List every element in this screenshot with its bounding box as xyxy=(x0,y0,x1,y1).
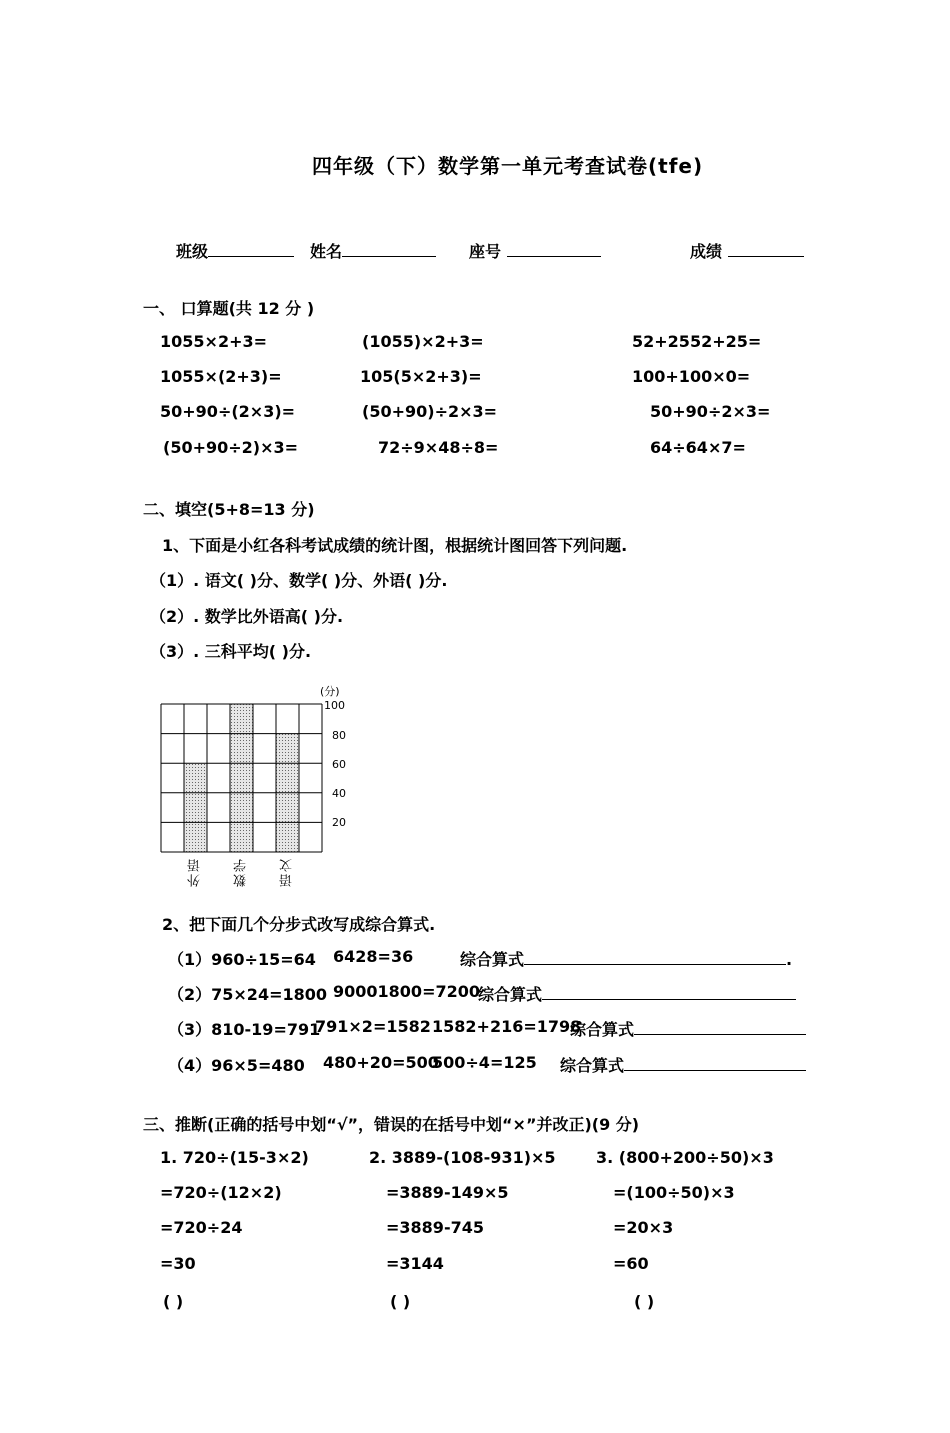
judge-line: =60 xyxy=(613,1254,649,1273)
calc-item: 105(5×2+3)= xyxy=(360,367,482,386)
score-field xyxy=(690,239,804,262)
judge-line: 1. 720÷(15-3×2) xyxy=(160,1148,309,1167)
seat-blank[interactable] xyxy=(507,242,601,257)
combined-label: 综合算式 xyxy=(570,1020,635,1039)
calc-item: 1055×(2+3)= xyxy=(160,367,282,386)
y-unit-label: (分) xyxy=(320,685,340,698)
seat-label: 座号 xyxy=(469,242,502,261)
question-2: 2、把下面几个分步式改写成综合算式. xyxy=(162,915,436,934)
combined-blank[interactable] xyxy=(542,985,796,1000)
calc-item: 100+100×0= xyxy=(632,367,751,386)
y-tick-label: 60 xyxy=(332,758,346,771)
x-category-label: 语文 xyxy=(280,857,295,887)
combined-blank[interactable] xyxy=(624,1056,806,1071)
bar-数学 xyxy=(230,704,253,852)
calc-item: (1055)×2+3= xyxy=(362,332,484,351)
judge-line: =3144 xyxy=(386,1254,444,1273)
judge-line: =720÷24 xyxy=(160,1218,243,1237)
judge-line: 3. (800+200÷50)×3 xyxy=(596,1148,774,1167)
calc-item: (50+90÷2)×3= xyxy=(163,438,299,457)
y-tick-label: 40 xyxy=(332,787,346,800)
judge-answer-bracket[interactable]: ( ) xyxy=(163,1292,184,1311)
step-item: （4）96×5=480 xyxy=(168,1056,305,1075)
calc-item: 50+90÷(2×3)= xyxy=(160,402,296,421)
bar-外语 xyxy=(184,763,207,852)
step-item: 500÷4=125 xyxy=(432,1053,537,1072)
judge-line: =30 xyxy=(160,1254,196,1273)
combined-field xyxy=(560,1053,806,1076)
calc-item: 52+2552+25= xyxy=(632,332,762,351)
question-1-2: （2）. 数学比外语高( )分. xyxy=(150,607,344,626)
name-blank[interactable] xyxy=(342,242,436,257)
judge-line: =3889-149×5 xyxy=(386,1183,509,1202)
section3-heading: 三、推断(正确的括号中划“√”，错误的在括号中划“×”并改正)(9 分) xyxy=(143,1115,640,1134)
step-item: （2）75×24=1800 xyxy=(168,985,328,1004)
judge-line: 2. 3889-(108-931)×5 xyxy=(369,1148,556,1167)
judge-line: =20×3 xyxy=(613,1218,674,1237)
combined-label: 综合算式 xyxy=(478,985,543,1004)
y-tick-label: 100 xyxy=(324,699,345,712)
x-category-label: 外语 xyxy=(188,857,203,887)
seat-field xyxy=(469,239,601,262)
calc-item: 64÷64×7= xyxy=(650,438,746,457)
calc-item: 72÷9×48÷8= xyxy=(378,438,499,457)
name-label: 姓名 xyxy=(310,242,343,261)
step-item: 480+20=500 xyxy=(323,1053,439,1072)
calc-item: 50+90÷2×3= xyxy=(650,402,771,421)
judge-line: =720÷(12×2) xyxy=(160,1183,282,1202)
step-item: 1582+216=1798 xyxy=(432,1017,582,1036)
judge-answer-bracket[interactable]: ( ) xyxy=(634,1292,655,1311)
step-item: （1）960÷15=64 xyxy=(168,950,316,969)
section2-heading: 二、填空(5+8=13 分) xyxy=(143,500,315,519)
combined-label: 综合算式 xyxy=(460,950,525,969)
step-item: 6428=36 xyxy=(333,947,414,966)
judge-line: =3889-745 xyxy=(386,1218,484,1237)
calc-item: 1055×2+3= xyxy=(160,332,268,351)
combined-field: 综合算式 . xyxy=(460,950,793,969)
page-title: 四年级（下）数学第一单元考查试卷(tfe) xyxy=(312,154,704,178)
combined-field xyxy=(570,1017,806,1040)
section1-heading: 一、 口算题(共 12 分 ) xyxy=(143,299,315,318)
class-label: 班级 xyxy=(176,242,209,261)
y-tick-label: 80 xyxy=(332,729,346,742)
y-tick-label: 20 xyxy=(332,816,346,829)
score-label: 成绩 xyxy=(690,242,723,261)
step-item: （3）810-19=791 xyxy=(168,1020,321,1039)
question-1-1: （1）. 语文( )分、数学( )分、外语( )分. xyxy=(150,571,448,590)
combined-label: 综合算式 xyxy=(560,1056,625,1075)
class-blank[interactable] xyxy=(208,242,294,257)
judge-line: =(100÷50)×3 xyxy=(613,1183,735,1202)
calc-item: (50+90)÷2×3= xyxy=(362,402,498,421)
step-item: 90001800=7200 xyxy=(333,982,480,1001)
judge-answer-bracket[interactable]: ( ) xyxy=(390,1292,411,1311)
class-field xyxy=(176,239,294,262)
x-category-label: 数学 xyxy=(234,857,249,887)
combined-blank[interactable] xyxy=(524,950,786,965)
question-1: 1、下面是小红各科考试成绩的统计图，根据统计图回答下列问题. xyxy=(162,536,628,555)
score-blank[interactable] xyxy=(728,242,804,257)
name-field xyxy=(310,239,436,262)
question-1-3: （3）. 三科平均( )分. xyxy=(150,642,312,661)
step-item: 791×2=1582 xyxy=(315,1017,431,1036)
combined-field xyxy=(478,982,796,1005)
combined-blank[interactable] xyxy=(634,1020,806,1035)
